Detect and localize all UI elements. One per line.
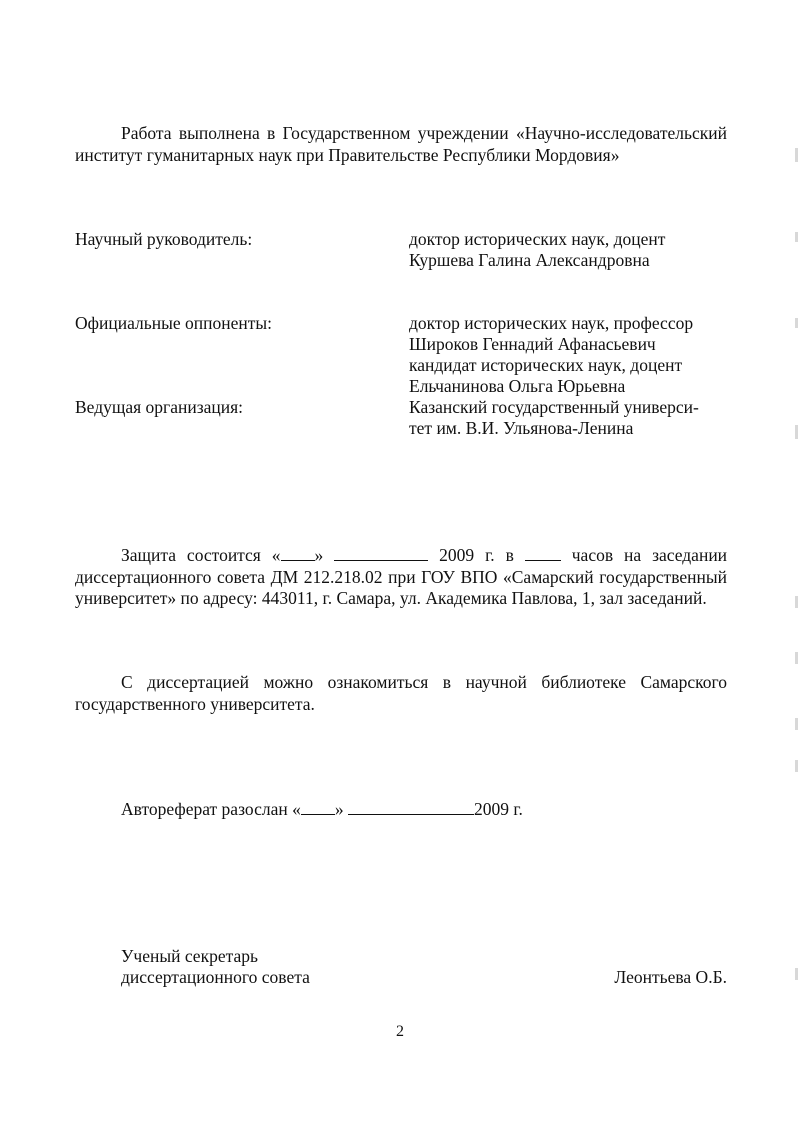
opponents-value xyxy=(409,313,693,397)
scan-artifact xyxy=(795,318,798,328)
day-blank xyxy=(281,546,315,561)
defense-paragraph xyxy=(75,545,727,610)
scan-artifact xyxy=(795,596,798,608)
opponent-line: доктор исторических наук, профессор xyxy=(409,313,694,333)
opponent-line: Широков Геннадий Афанасьевич xyxy=(409,334,656,354)
intro-paragraph: Работа выполнена в Государственном учреждении «Научно-исследовательский институт гуманитарных наук при Правительстве Республики Мордовия» xyxy=(75,123,727,165)
defense-text: часов на заседании диссертационного совета ДМ 212.218.02 при ГОУ ВПО «Самарский государственный университет» по адресу: 443011, г. Самара, ул. Академика Павлова, 1, зал заседаний. xyxy=(75,545,728,608)
scan-artifact xyxy=(795,652,798,664)
supervisor-line: Куршева Галина Александровна xyxy=(409,250,650,270)
opponents-label: Официальные оппоненты: xyxy=(75,313,272,333)
supervisor-label: Научный руководитель: xyxy=(75,229,253,249)
defense-text: Защита состоится « xyxy=(121,545,281,565)
scan-artifact xyxy=(795,718,798,730)
scan-artifact xyxy=(795,760,798,772)
supervisor-line: доктор исторических наук, доцент xyxy=(409,229,666,249)
scan-artifact xyxy=(795,148,798,162)
month-blank xyxy=(348,800,474,815)
page-number: 2 xyxy=(396,1023,404,1040)
sent-text: » xyxy=(334,799,344,819)
secretary-title-line1: Ученый секретарь xyxy=(121,946,258,966)
day-blank xyxy=(301,800,335,815)
sent-line xyxy=(121,799,523,820)
defense-text: » xyxy=(314,545,324,565)
supervisor-value xyxy=(409,229,665,271)
scan-artifact xyxy=(795,232,798,242)
sent-text: Автореферат разослан « xyxy=(121,799,301,819)
scan-artifact xyxy=(795,425,798,439)
sent-text: 2009 г. xyxy=(473,799,523,819)
leading-org-value xyxy=(409,397,699,439)
scan-artifact xyxy=(795,968,798,980)
defense-text: 2009 г. в xyxy=(439,545,514,565)
month-blank xyxy=(334,546,428,561)
opponent-line: Ельчанинова Ольга Юрьевна xyxy=(409,376,626,396)
secretary-name: Леонтьева О.Б. xyxy=(614,967,727,987)
opponent-line: кандидат исторических наук, доцент xyxy=(409,355,683,375)
library-paragraph: С диссертацией можно ознакомиться в научной библиотеке Самарского государственного университета. xyxy=(75,672,727,714)
leading-org-label: Ведущая организация: xyxy=(75,397,244,417)
leading-org-line: Казанский государственный универси- xyxy=(409,397,699,417)
hour-blank xyxy=(525,546,561,561)
secretary-title-line2: диссертационного совета xyxy=(121,967,310,987)
leading-org-line: тет им. В.И. Ульянова-Ленина xyxy=(409,418,634,438)
